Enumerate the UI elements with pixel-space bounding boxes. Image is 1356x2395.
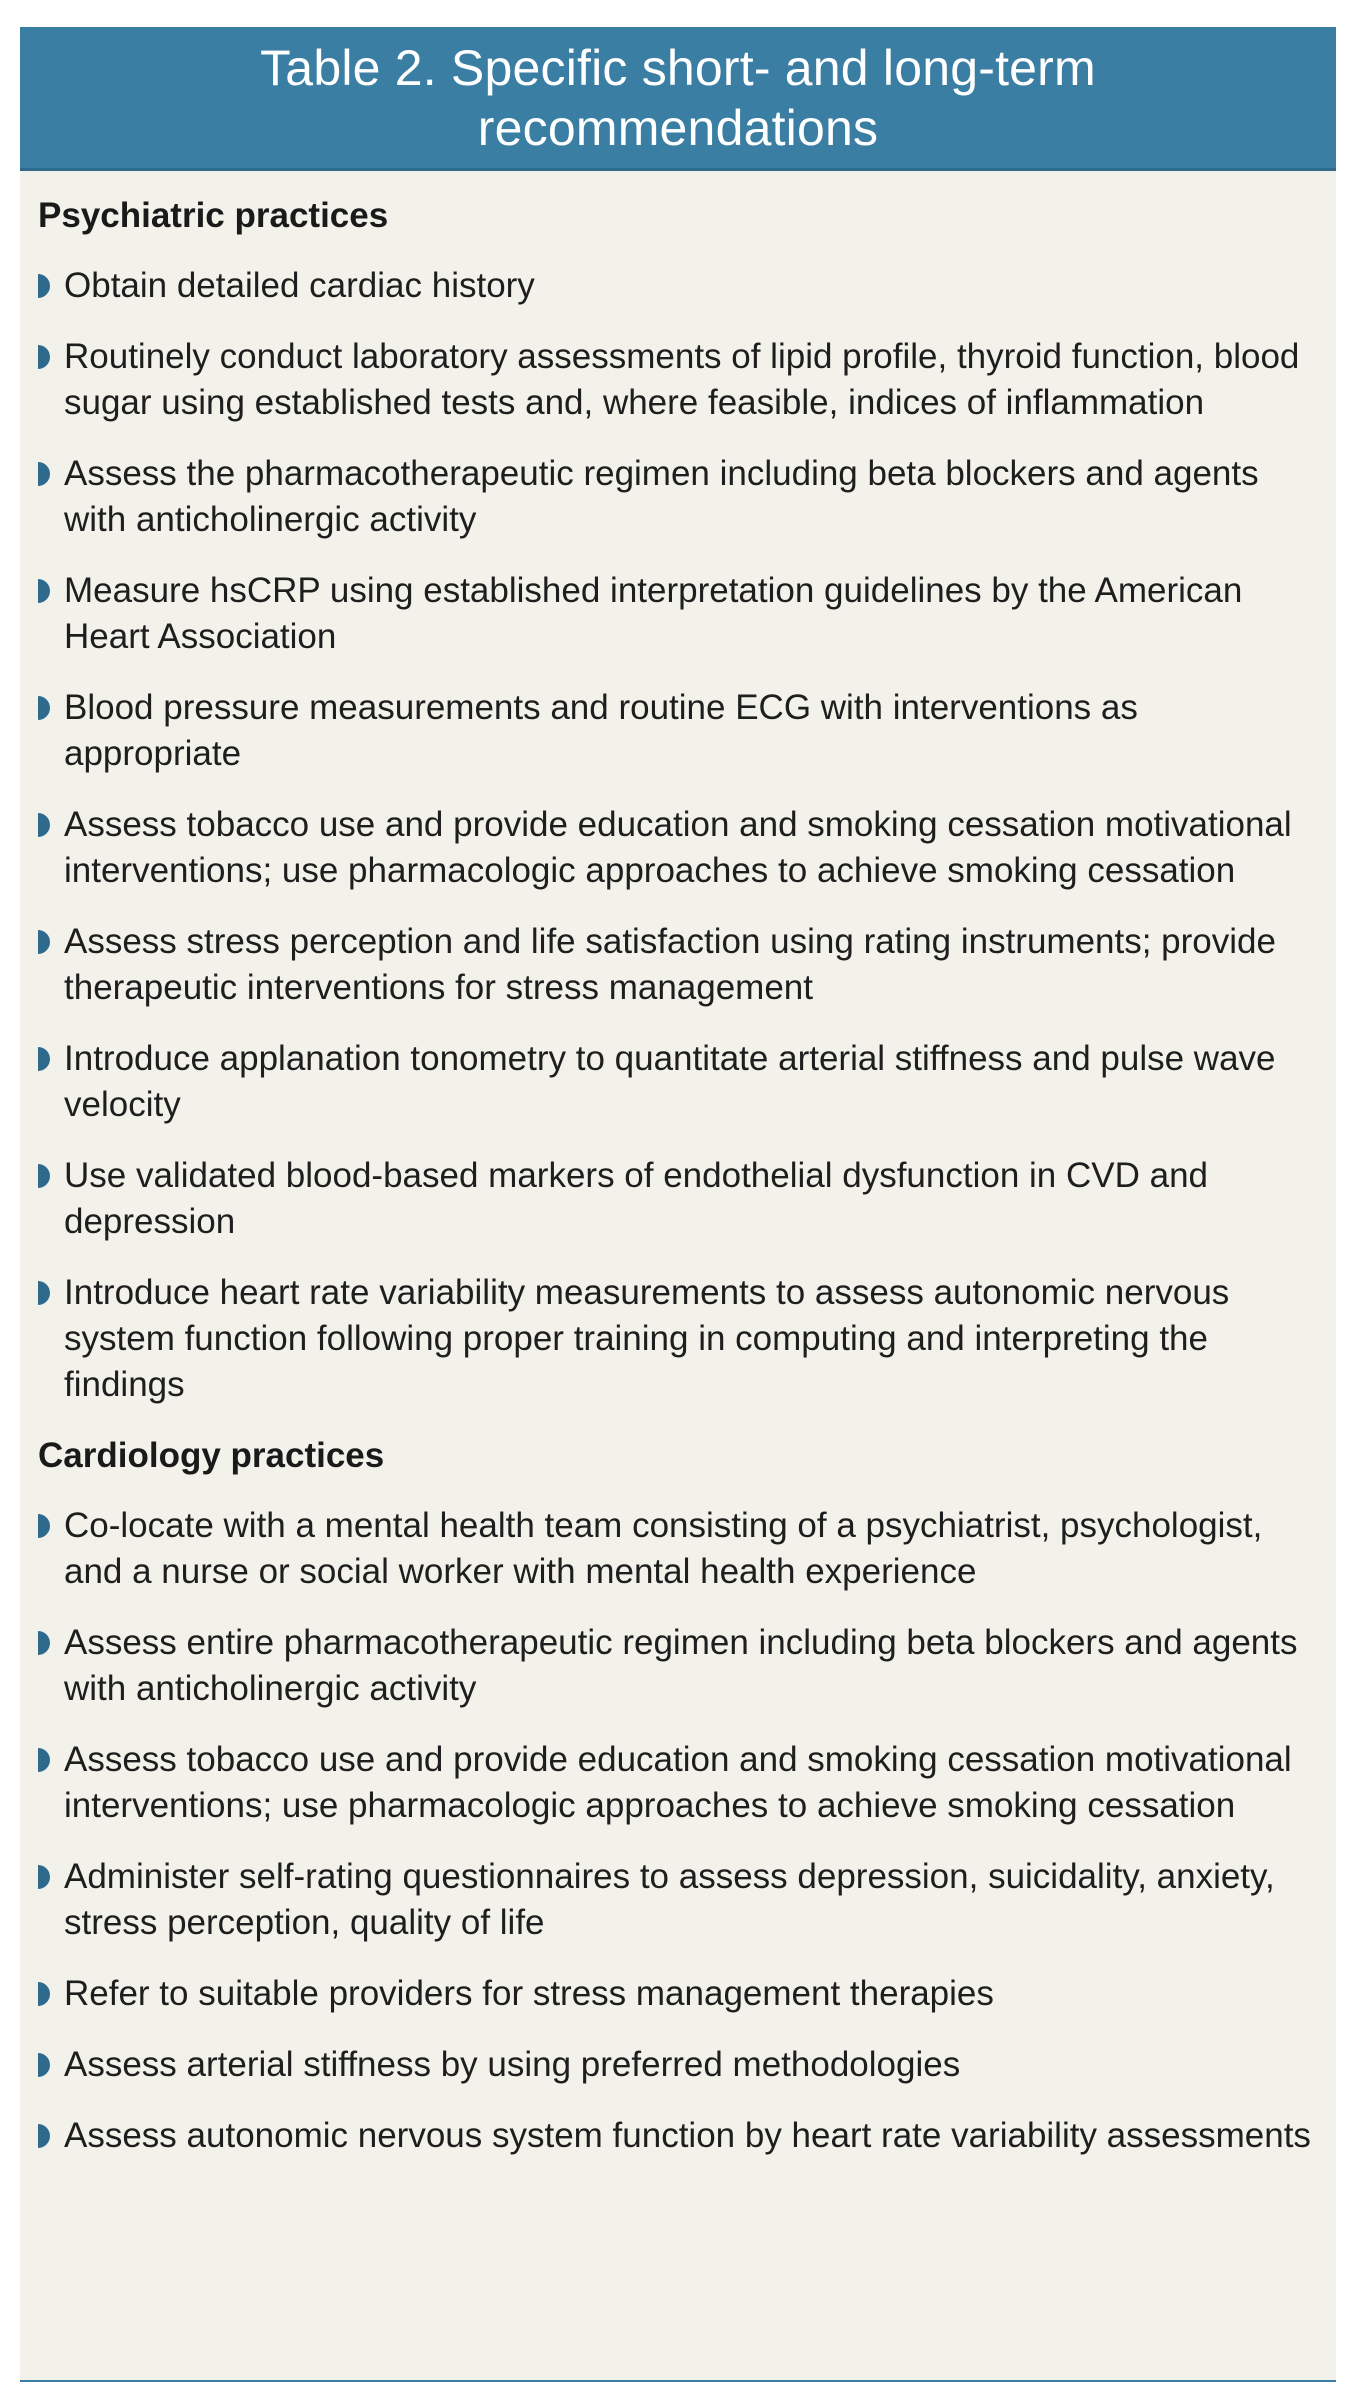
list-item-text: Introduce heart rate variability measurements to assess autonomic nervous system function following proper training in computing and interpreting the findings [64,1273,1230,1404]
list-item [38,263,1316,309]
section-heading-cardiology: Cardiology practices [38,1436,385,1475]
half-circle-bullet-icon [38,813,50,837]
list-item [38,1036,1316,1128]
half-circle-bullet-icon [38,1748,50,1772]
list-item-text: Routinely conduct laboratory assessments of lipid profile, thyroid function, blood sugar using established tests and, where feasible, indices of inflammation [64,337,1300,422]
list-item-text: Assess the pharmacotherapeutic regimen including beta blockers and agents with anticholinergic activity [64,454,1259,539]
half-circle-bullet-icon [38,1982,50,2006]
list-item [38,1620,1316,1712]
list-item [38,685,1316,777]
table-header [20,27,1336,171]
bottom-rule [20,2380,1336,2382]
list-item-text: Assess entire pharmacotherapeutic regimen including beta blockers and agents with anticholinergic activity [64,1623,1298,1708]
list-item [38,802,1316,894]
psychiatric-list [38,263,1316,1408]
half-circle-bullet-icon [38,1514,50,1538]
list-item [38,334,1316,426]
half-circle-bullet-icon [38,1631,50,1655]
list-item [38,2042,1316,2088]
list-item [38,1737,1316,1829]
list-item-text: Administer self-rating questionnaires to assess depression, suicidality, anxiety, stress perception, quality of life [64,1857,1275,1942]
list-item-text: Obtain detailed cardiac history [64,266,535,305]
list-item-text: Co-locate with a mental health team consisting of a psychiatrist, psychologist, and a nurse or social worker with mental health experience [64,1506,1263,1591]
half-circle-bullet-icon [38,696,50,720]
half-circle-bullet-icon [38,1281,50,1305]
half-circle-bullet-icon [38,579,50,603]
table-content [20,171,1336,2159]
table-title [60,38,1296,158]
recommendations-table [20,27,1336,2382]
list-item [38,1270,1316,1408]
list-item-text: Assess autonomic nervous system function by heart rate variability assessments [64,2116,1311,2155]
half-circle-bullet-icon [38,462,50,486]
list-item [38,451,1316,543]
list-item-text: Assess tobacco use and provide education and smoking cessation motivational interventions; use pharmacologic approaches to achieve smoking cessation [64,1740,1292,1825]
half-circle-bullet-icon [38,2124,50,2148]
list-item [38,1503,1316,1595]
half-circle-bullet-icon [38,2053,50,2077]
list-item-text: Assess stress perception and life satisfaction using rating instruments; provide therapeutic interventions for stress management [64,922,1276,1007]
half-circle-bullet-icon [38,1164,50,1188]
list-item [38,1854,1316,1946]
half-circle-bullet-icon [38,930,50,954]
list-item-text: Introduce applanation tonometry to quantitate arterial stiffness and pulse wave velocity [64,1039,1276,1124]
list-item-text: Measure hsCRP using established interpretation guidelines by the American Heart Association [64,571,1243,656]
cardiology-list [38,1503,1316,2159]
half-circle-bullet-icon [38,345,50,369]
section-heading-psychiatric: Psychiatric practices [38,196,389,235]
table-title-text: 2. Specific short- and long-term recommendations [380,39,1096,156]
list-item-text: Assess arterial stiffness by using preferred methodologies [64,2045,961,2084]
half-circle-bullet-icon [38,1865,50,1889]
list-item-text: Refer to suitable providers for stress management therapies [64,1974,994,2013]
list-item [38,568,1316,660]
list-item [38,2113,1316,2159]
list-item [38,919,1316,1011]
list-item [38,1153,1316,1245]
list-item [38,1971,1316,2017]
half-circle-bullet-icon [38,274,50,298]
list-item-text: Blood pressure measurements and routine ECG with interventions as appropriate [64,688,1138,773]
list-item-text: Use validated blood-based markers of endothelial dysfunction in CVD and depression [64,1156,1208,1241]
list-item-text: Assess tobacco use and provide education and smoking cessation motivational interventions; use pharmacologic approaches to achieve smoking cessation [64,805,1292,890]
half-circle-bullet-icon [38,1047,50,1071]
table-title-label: Table [260,39,381,96]
